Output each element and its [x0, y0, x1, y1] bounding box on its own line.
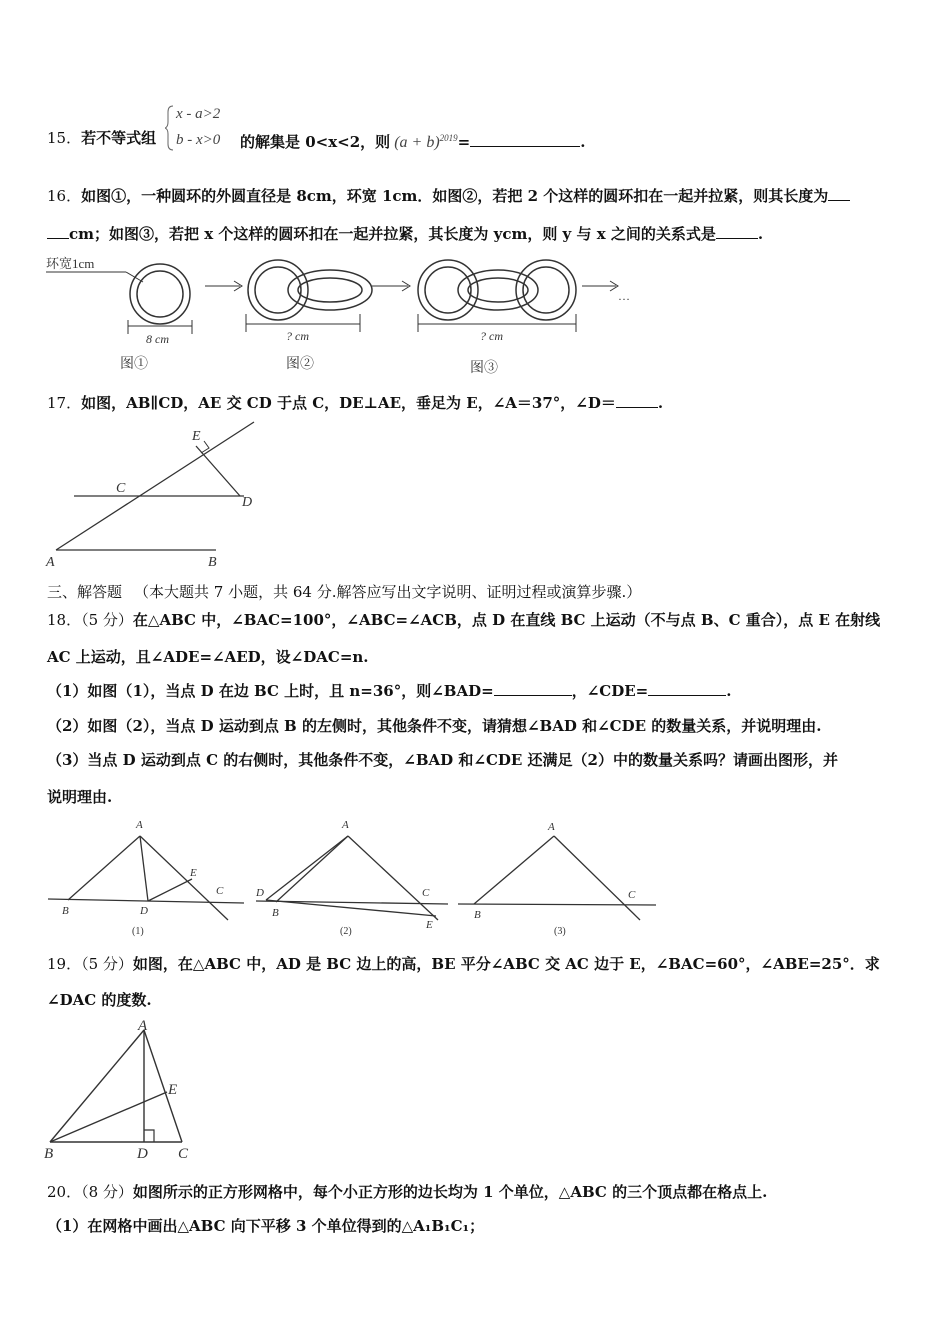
brace-icon — [165, 106, 173, 150]
q20-line1 — [47, 1182, 767, 1202]
figure-caption: (3) — [554, 926, 566, 937]
q18-figure-3 — [458, 821, 656, 937]
point-label-A: A — [138, 1018, 148, 1034]
q17-figure — [44, 420, 264, 572]
line-AD — [266, 836, 348, 900]
point-label-C: C — [216, 885, 224, 897]
q18-figures — [44, 818, 664, 942]
q18-part1 — [47, 681, 731, 701]
q18-line1 — [47, 610, 880, 630]
point-label-D: D — [137, 1146, 148, 1162]
answer-blank[interactable] — [716, 224, 758, 239]
question-number: 19． — [47, 955, 82, 973]
point-label-D: D — [140, 905, 148, 917]
q17-end: . — [657, 394, 664, 412]
q19-line1 — [47, 954, 880, 974]
q15-system-line1: x - a>2 — [176, 106, 221, 122]
question-number: 16． — [47, 187, 82, 205]
q20-part1: （1）在网格中画出△ABC 向下平移 3 个单位得到的△A₁B₁C₁； — [47, 1217, 485, 1235]
line-AC — [140, 836, 228, 920]
question-score: （5 分） — [81, 955, 133, 973]
point-label-C: C — [116, 481, 126, 496]
point-label-B: B — [208, 555, 217, 570]
fig-dim-2: ? cm — [286, 329, 309, 343]
line-AB — [276, 836, 348, 902]
q18-part1-text: （1）如图（1），当点 D 在边 BC 上时，且 n=36°，则∠BAD= — [47, 682, 494, 700]
point-label-C: C — [422, 887, 430, 899]
q18-part1-end: . — [726, 682, 732, 700]
point-label-E: E — [426, 919, 433, 931]
section-title: 三、解答题 — [47, 583, 123, 601]
line-AC — [554, 836, 640, 920]
ring-outer — [458, 270, 538, 310]
ring-outer — [248, 260, 308, 320]
q19-line2: ∠DAC 的度数. — [47, 991, 152, 1009]
point-label-E: E — [192, 429, 201, 444]
line-AB — [68, 836, 140, 900]
answer-blank[interactable] — [828, 186, 850, 201]
q15-suffix: = — [457, 133, 471, 151]
line-AE — [56, 422, 254, 550]
ring-inner — [255, 267, 301, 313]
q16-figure — [40, 250, 640, 378]
q15-line — [47, 128, 156, 148]
question-number: 20． — [47, 1183, 82, 1201]
line-BE — [50, 1092, 167, 1142]
figure-caption: (2) — [340, 926, 352, 937]
point-label-B: B — [62, 905, 69, 917]
q18-part3-line1: （3）当点 D 运动到点 C 的右侧时，其他条件不变，∠BAD 和∠CDE 还满足（2）中的数量关系吗？请画出图形，并 — [47, 751, 838, 769]
line-AB — [474, 836, 554, 904]
answer-blank[interactable] — [648, 681, 726, 696]
q16-text-1: 如图①，一种圆环的外圆直径是 8cm，环宽 1cm．如图②，若把 2 个这样的圆环扣在一起并拉紧，则其长度为 — [81, 187, 829, 205]
line-DE — [148, 879, 192, 901]
line-AB — [50, 1030, 144, 1142]
point-label-B: B — [44, 1146, 54, 1162]
fig-label-width: 环宽1cm — [46, 256, 95, 271]
q15-prefix: 若不等式组 — [81, 129, 157, 147]
q15-exponent: 2019 — [439, 133, 458, 143]
ring-outer — [130, 264, 190, 324]
answer-blank[interactable] — [494, 681, 572, 696]
point-label-E: E — [168, 1082, 178, 1098]
section-heading — [47, 582, 641, 602]
q20-text-1: 如图所示的正方形网格中，每个小正方形的边长均为 1 个单位，△ABC 的三个顶点都在格点上. — [132, 1183, 768, 1201]
ring-inner — [137, 271, 183, 317]
q18-figure-1 — [48, 819, 244, 937]
q18-figure-2 — [255, 819, 448, 937]
answer-blank[interactable] — [616, 393, 658, 408]
ring-inner — [523, 267, 569, 313]
fig-caption-2: 图② — [286, 357, 314, 372]
ring-outer — [516, 260, 576, 320]
point-label-A: A — [136, 819, 143, 831]
point-label-A: A — [548, 821, 555, 833]
ring-outer — [418, 260, 478, 320]
point-label-B: B — [474, 909, 481, 921]
q16-text-2: cm；如图③，若把 x 个这样的圆环扣在一起并拉紧，其长度为 ycm，则 y 与 x 之间的关系式是 — [69, 225, 716, 243]
line-ED — [196, 446, 240, 496]
question-number: 17． — [47, 394, 82, 412]
q16-end: . — [757, 225, 764, 243]
line-AC — [348, 836, 438, 920]
q18-part3-line2: 说明理由. — [47, 788, 113, 806]
q18-part2: （2）如图（2），当点 D 运动到点 B 的左侧时，其他条件不变，请猜想∠BAD 和∠CDE 的数量关系，并说明理由. — [47, 717, 822, 735]
q18-part1-mid: ，∠CDE= — [571, 682, 649, 700]
q15-system-line2: b - x>0 — [176, 132, 221, 148]
point-label-A: A — [342, 819, 349, 831]
ring-inner — [468, 278, 528, 302]
fig-dim-3: ? cm — [480, 329, 503, 343]
point-label-A: A — [46, 555, 55, 570]
fig-caption-1: 图① — [120, 357, 148, 372]
q16-line2 — [47, 224, 763, 244]
q15-middle — [240, 128, 585, 153]
point-label-C: C — [628, 889, 636, 901]
question-number: 15． — [47, 129, 82, 147]
q15-middle-text: 的解集是 0<x<2，则 — [240, 133, 391, 151]
fig-dots: … — [618, 289, 630, 303]
q18-text-1: 在△ABC 中，∠BAC=100°，∠ABC=∠ACB，点 D 在直线 BC 上运动（不与点 B、C 重合），点 E 在射线 — [132, 611, 881, 629]
q15-end: . — [580, 133, 586, 151]
q17-line — [47, 393, 663, 413]
question-score: （5 分） — [81, 611, 133, 629]
answer-blank[interactable] — [47, 224, 69, 239]
point-label-C: C — [178, 1146, 189, 1162]
q18-line2: AC 上运动，且∠ADE=∠AED，设∠DAC=n. — [47, 648, 369, 666]
answer-blank[interactable] — [470, 132, 580, 147]
ring-inner — [425, 267, 471, 313]
point-label-E: E — [190, 867, 197, 879]
section-note: （本大题共 7 小题，共 64 分.解答应写出文字说明、证明过程或演算步骤.） — [134, 583, 642, 601]
fig-dim-1: 8 cm — [146, 332, 169, 346]
q15-expr: (a + b) — [394, 134, 440, 151]
question-score: （8 分） — [81, 1183, 133, 1201]
line-BC — [458, 904, 656, 905]
question-number: 18． — [47, 611, 82, 629]
fig-caption-3: 图③ — [470, 361, 498, 376]
point-label-B: B — [272, 907, 279, 919]
point-label-D: D — [242, 495, 253, 510]
line-AD — [140, 836, 148, 901]
line-BC — [48, 899, 244, 903]
q19-text-1: 如图，在△ABC 中，AD 是 BC 边上的高，BE 平分∠ABC 交 AC 边于 E，∠BAC=60°，∠ABE=25°．求 — [132, 955, 880, 973]
q16-line1 — [47, 186, 850, 206]
q19-figure — [42, 1018, 202, 1164]
figure-caption: (1) — [132, 926, 144, 937]
point-label-D: D — [256, 887, 264, 899]
right-angle-icon — [144, 1130, 154, 1142]
q17-text: 如图，AB∥CD，AE 交 CD 于点 C，DE⊥AE，垂足为 E，∠A＝37°，∠D＝ — [81, 394, 616, 412]
